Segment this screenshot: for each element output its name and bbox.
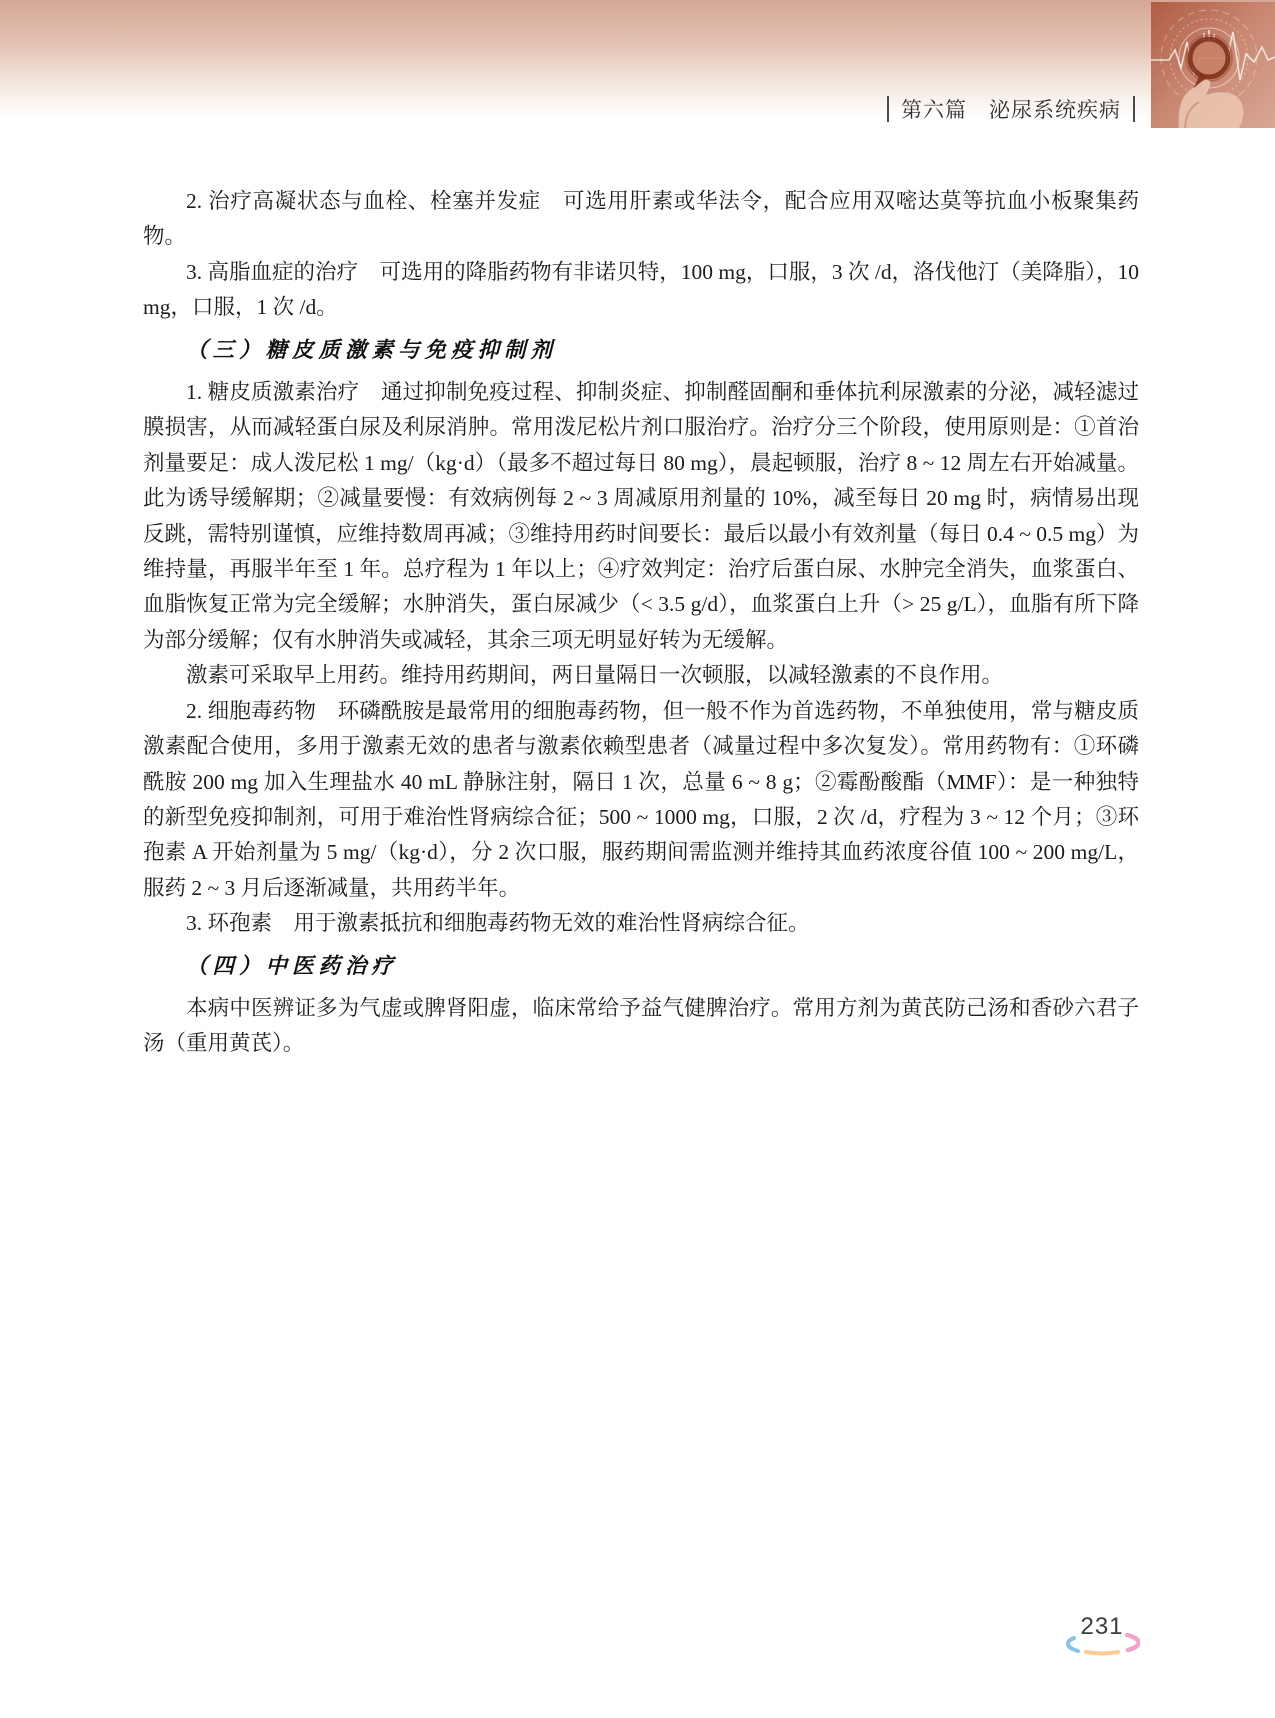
- body-paragraph: 本病中医辨证多为气虚或脾肾阳虚，临床常给予益气健脾治疗。常用方剂为黄芪防己汤和香砂六君子汤（重用黄芪）。: [143, 995, 1139, 1056]
- header-right-bar: [1133, 96, 1135, 122]
- body-paragraph: 3. 环孢素 用于激素抵抗和细胞毒药物无效的难治性肾病综合征。: [186, 911, 810, 936]
- corner-photo-hand-magnifier-ecg: [1151, 2, 1275, 128]
- page-number: 231: [1080, 1613, 1124, 1640]
- body-paragraph: 激素可采取早上用药。维持用药期间，两日量隔日一次顿服，以减轻激素的不良作用。: [186, 663, 1004, 688]
- page-body-text: [143, 184, 1139, 1062]
- body-paragraph: 2. 治疗高凝状态与血栓、栓塞并发症 可选用肝素或华法令，配合应用双嘧达莫等抗血小板聚集药物。: [143, 189, 1139, 249]
- section-heading: （四）中医药治疗: [186, 953, 399, 978]
- body-paragraph: 1. 糖皮质激素治疗 通过抑制免疫过程、抑制炎症、抑制醛固酮和垂体抗利尿激素的分泌，减轻滤过膜损害，从而减轻蛋白尿及利尿消肿。常用泼尼松片剂口服治疗。治疗分三个阶段，使用原则是：①首治剂量要足：成人泼尼松 1 mg/（kg·d）（最多不超过每日 80 mg），晨起顿服，治疗 8 ~ 12 周左右开始减量。此为诱导缓解期；②减量要慢：有效病例每 2 ~ 3 周减原用剂量的 10%，减至每日 20 mg 时，病情易出现反跳，需特别谨慎，应维持数周再减；③维持用药时间要长：最后以最小有效剂量（每日 0.4 ~ 0.5 mg）为维持量，再服半年至 1 年。总疗程为 1 年以上；④疗效判定：治疗后蛋白尿、水肿完全消失，血浆蛋白、血脂恢复正常为完全缓解；水肿消失，蛋白尿减少（< 3.5 g/d），血浆蛋白上升（> 25 g/L），血脂有所下降为部分缓解；仅有水肿消失或减轻，其余三项无明显好转为无缓解。: [143, 380, 1139, 652]
- chapter-title: 第六篇 泌尿系统疾病: [901, 98, 1121, 122]
- body-paragraph: 3. 高脂血症的治疗 可选用的降脂药物有非诺贝特，100 mg，口服，3 次 /d，洛伐他汀（美降脂），10 mg，口服，1 次 /d。: [143, 259, 1139, 320]
- chapter-header: [887, 93, 1135, 125]
- body-paragraph: 2. 细胞毒药物 环磷酰胺是最常用的细胞毒药物，但一般不作为首选药物，不单独使用，常与糖皮质激素配合使用，多用于激素无效的患者与激素依赖型患者（减量过程中多次复发）。常用药物有：①环磷酰胺 200 mg 加入生理盐水 40 mL 静脉注射，隔日 1 次，总量 6 ~ 8 g；②霉酚酸酯（MMF）：是一种独特的新型免疫抑制剂，可用于难治性肾病综合征；500 ~ 1000 mg，口服，2 次 /d，疗程为 3 ~ 12 个月；③环孢素 A 开始剂量为 5 mg/（kg·d），分 2 次口服，服药期间需监测并维持其血药浓度谷值 100 ~ 200 mg/L，服药 2 ~ 3 月后逐渐减量，共用药半年。: [143, 698, 1139, 900]
- header-left-bar: [887, 96, 889, 122]
- page-number-block: [1064, 1613, 1140, 1659]
- section-heading: （三）糖皮质激素与免疫抑制剂: [186, 337, 558, 362]
